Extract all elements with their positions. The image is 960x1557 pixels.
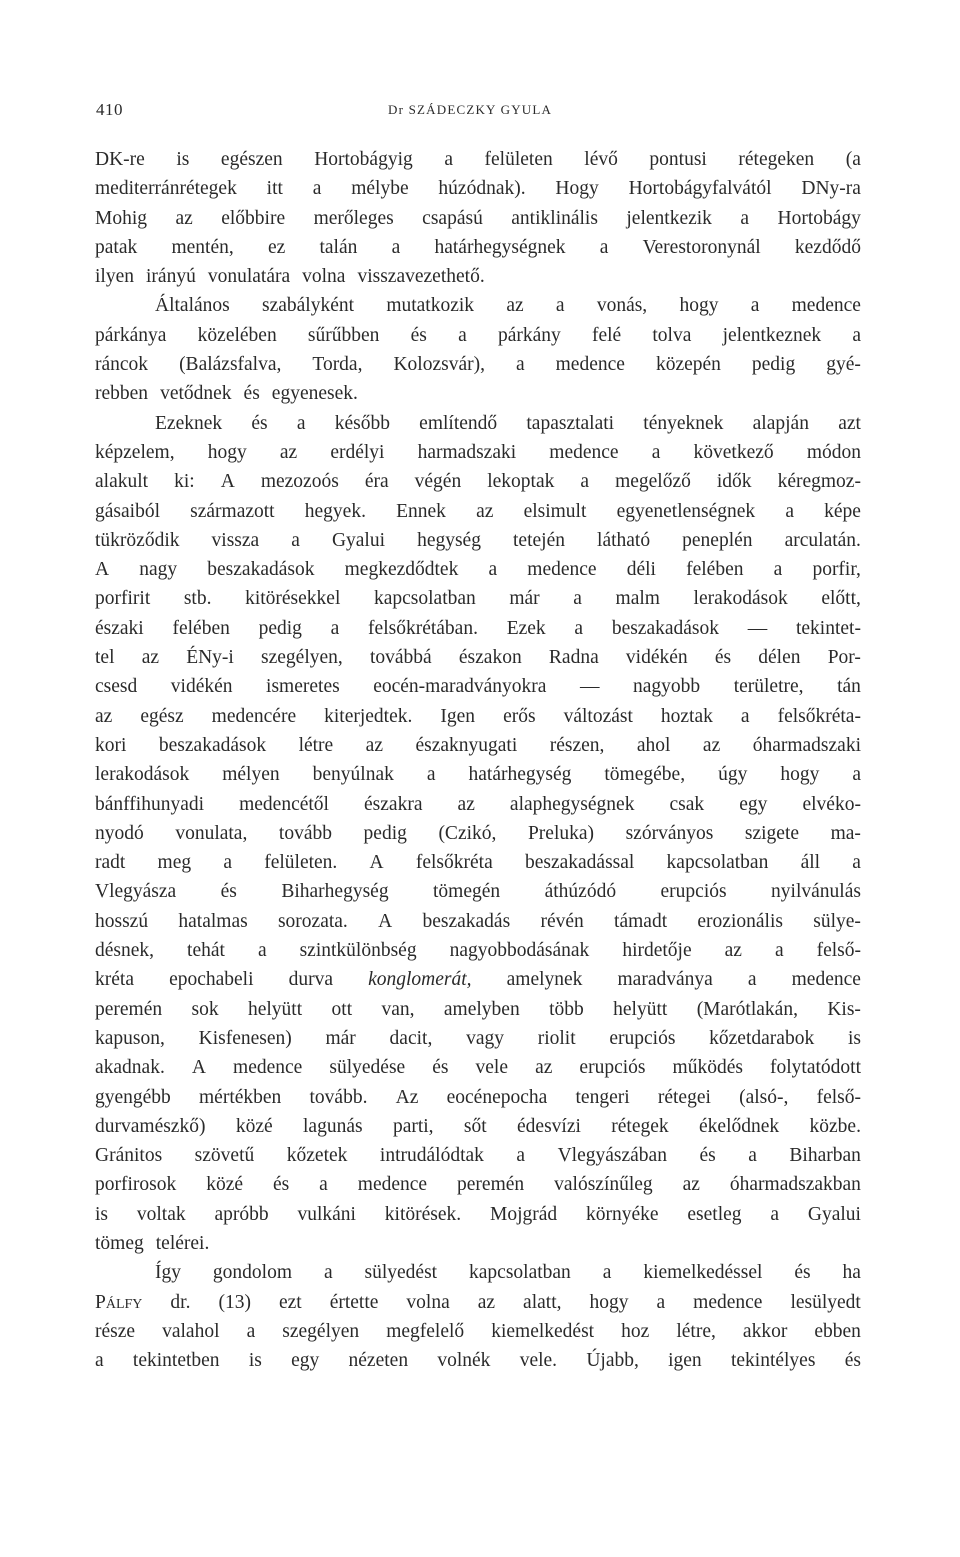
text-line: durvamészkő) közé lagunás parti, sőt édesvízi rétegek ékelődnek közbe. bbox=[95, 1115, 861, 1137]
text-line: rebben vetődnek és egyenesek. bbox=[95, 383, 358, 405]
text-line: Gránitos szövetű kőzetek intrudálódtak a Vlegyászában és a Biharban bbox=[95, 1145, 861, 1167]
text-line: Vlegyásza és Biharhegység tömegén áthúzódó erupciós nyilvánulás bbox=[95, 881, 861, 903]
text-line: alakult ki: A mezozoós éra végén lekoptak a megelőző idők kéregmoz- bbox=[95, 471, 861, 493]
text-line: képzelem, hogy az erdélyi harmadszaki medence a következő módon bbox=[95, 441, 861, 463]
text-line: tömeg telérei. bbox=[95, 1232, 210, 1254]
text-line: Pálfy dr. (13) ezt értette volna az alatt, hogy a medence lesülyedt bbox=[95, 1291, 861, 1313]
text-line: ilyen irányú vonulatára volna visszavezethető. bbox=[95, 266, 485, 288]
text-line: porfirosok közé és a medence peremén valószínűleg az óharmadszakban bbox=[95, 1174, 861, 1196]
running-title: Dr SZÁDECZKY GYULA bbox=[388, 102, 553, 117]
text-line: Mohig az előbbire merőleges csapású antiklinális jelentkezik a Hortobágy bbox=[95, 207, 861, 229]
text-line: az egész medencére kiterjedtek. Igen erős változást hoztak a felsőkréta- bbox=[95, 705, 861, 727]
text-line: Általános szabályként mutatkozik az a vonás, hogy a medence bbox=[155, 295, 861, 317]
text-line: része valahol a szegélyen megfelelő kiemelkedést hoz létre, akkor ebben bbox=[95, 1320, 861, 1342]
text-line: A nagy beszakadások megkezdődtek a medence déli felében a porfir, bbox=[95, 559, 861, 581]
body-text bbox=[95, 145, 861, 1375]
text-line: Ezeknek és a később említendő tapasztalati tényeknek alapján azt bbox=[155, 412, 861, 434]
page-number: 410 bbox=[96, 100, 123, 119]
text-line: tel az ÉNy-i szegélyen, továbbá északon Radna vidékén és délen Por- bbox=[95, 647, 861, 669]
text-line: peremén sok helyütt ott van, amelyben több helyütt (Marótlakán, Kis- bbox=[95, 998, 861, 1020]
text-line: tükröződik vissza a Gyalui hegység tetején látható peneplén arculatán. bbox=[95, 529, 861, 551]
text-line: porfirit stb. kitörésekkel kapcsolatban már a malm lerakodások előtt, bbox=[95, 588, 861, 610]
text-line: csesd vidékén ismeretes eocén-maradványokra — nagyobb területre, tán bbox=[95, 676, 861, 698]
running-head bbox=[96, 100, 862, 124]
text-line: lerakodások mélyen benyúlnak a határhegység tömegébe, úgy hogy a bbox=[95, 764, 861, 786]
text-line: a tekintetben is egy nézeten volnék vele. Újabb, igen tekintélyes és bbox=[95, 1350, 861, 1372]
text-line: patak mentén, ez talán a határhegységnek a Verestoronynál kezdődő bbox=[95, 236, 861, 258]
text-line: radt meg a felületen. A felsőkréta beszakadással kapcsolatban áll a bbox=[95, 852, 861, 874]
text-line: kapuson, Kisfenesen) már dacit, vagy riolit erupciós kőzetdarabok is bbox=[95, 1027, 861, 1049]
text-line: is voltak apróbb vulkáni kitörések. Mojgrád környéke esetleg a Gyalui bbox=[95, 1203, 861, 1225]
text-line: bánffihunyadi medencétől északra az alaphegységnek csak egy elvéko- bbox=[95, 793, 861, 815]
text-line: gásaiból származott hegyek. Ennek az elsimult egyenetlenségnek a képe bbox=[95, 500, 861, 522]
text-line: hosszú hatalmas sorozata. A beszakadás révén támadt erozionális sülye- bbox=[95, 910, 861, 932]
text-line: kori beszakadások létre az északnyugati részen, ahol az óharmadszaki bbox=[95, 734, 861, 756]
text-line: DK-re is egészen Hortobágyig a felületen lévő pontusi rétegeken (a bbox=[95, 149, 861, 170]
text-line: nyodó vonulata, tovább pedig (Czikó, Preluka) szórványos szigete ma- bbox=[95, 822, 861, 844]
text-line: kréta epochabeli durva konglomerát, amelynek maradványa a medence bbox=[95, 969, 861, 991]
text-line: ráncok (Balázsfalva, Torda, Kolozsvár), a medence közepén pedig gyé- bbox=[95, 354, 861, 376]
text-line: párkánya közelében sűrűbben és a párkány felé tolva jelentkeznek a bbox=[95, 324, 861, 346]
text-line: Így gondolom a sülyedést kapcsolatban a kiemelkedéssel és ha bbox=[155, 1262, 861, 1284]
text-line: mediterránrétegek itt a mélybe húzódnak). Hogy Hortobágyfalvától DNy-ra bbox=[95, 178, 861, 200]
text-line: északi felében pedig a felsőkrétában. Ezek a beszakadások — tekintet- bbox=[95, 617, 861, 639]
text-line: désnek, tehát a szintkülönbség nagyobbodásának hirdetője az a felső- bbox=[95, 940, 861, 962]
text-line: gyengébb mértékben tovább. Az eocénepocha tengeri rétegei (alsó-, felső- bbox=[95, 1086, 861, 1108]
text-line: akadnak. A medence sülyedése és vele az erupciós működés folytatódott bbox=[95, 1057, 861, 1079]
